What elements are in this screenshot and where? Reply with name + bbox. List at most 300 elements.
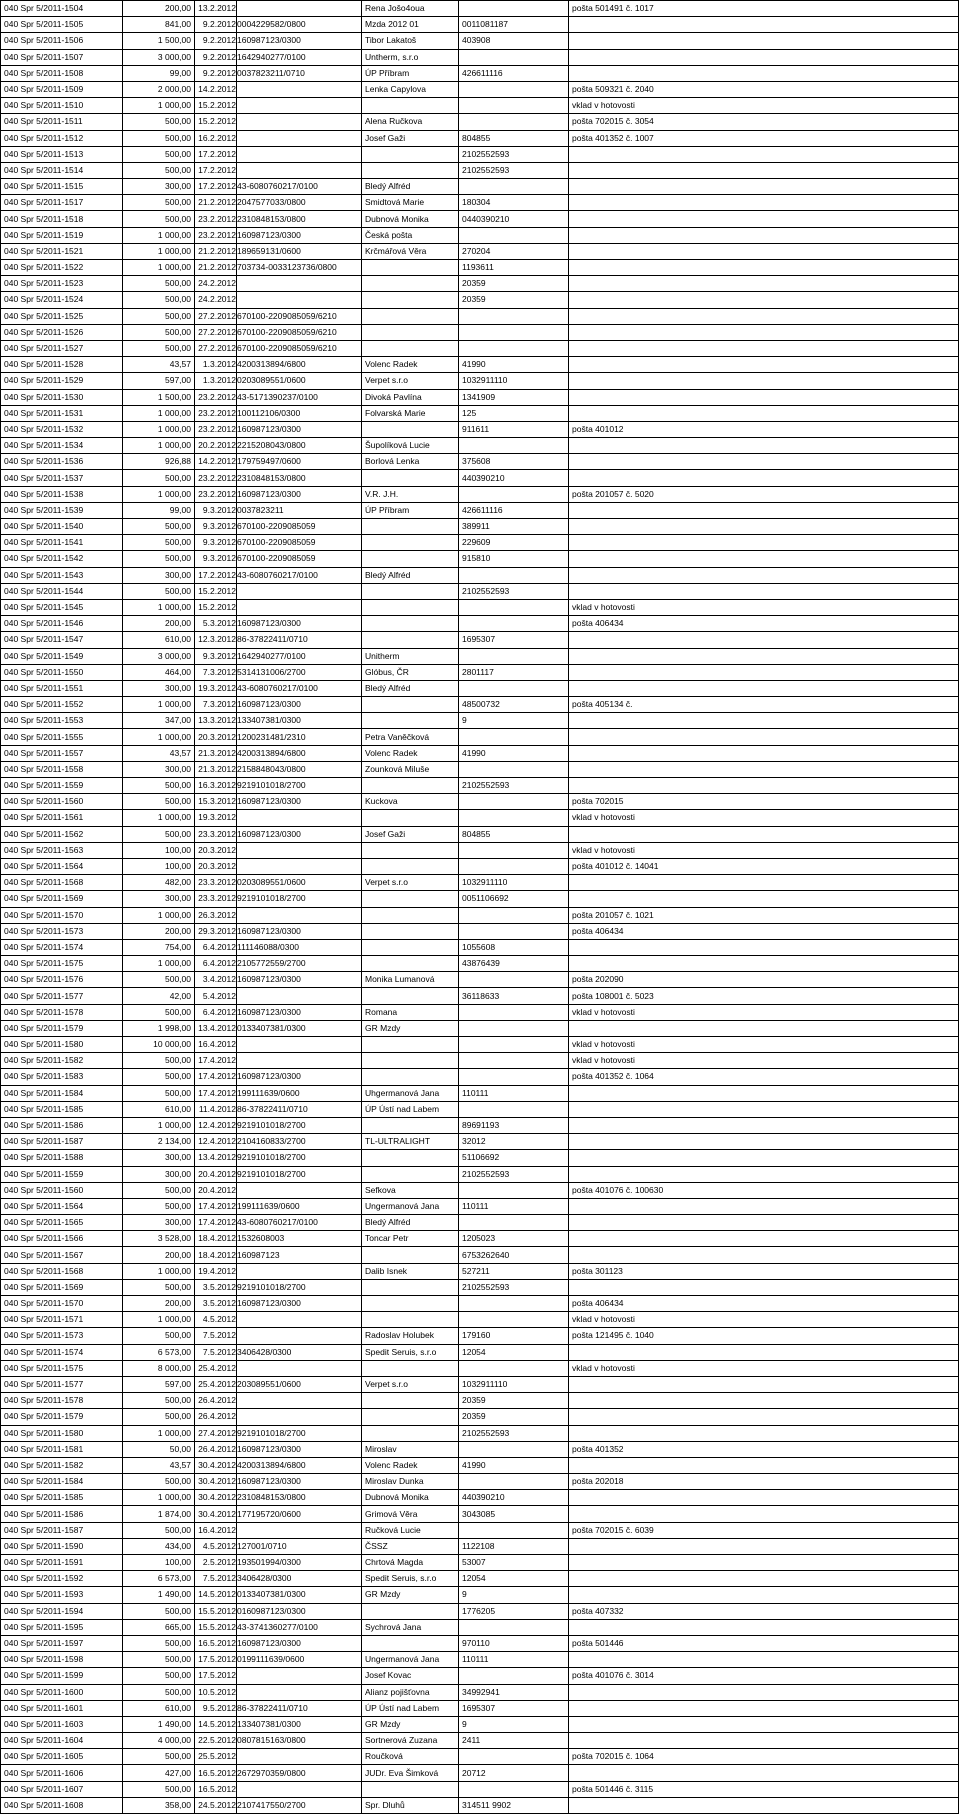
note-cell: pošta 401352 č. 1064 <box>569 1069 959 1085</box>
date-cell: 9.3.2012 <box>195 535 237 551</box>
reference-cell: 1032911110 <box>459 1376 569 1392</box>
account-cell: 160987123/0300 <box>237 616 362 632</box>
date-cell: 9.3.2012 <box>195 519 237 535</box>
account-cell: 3406428/0300 <box>237 1571 362 1587</box>
table-row <box>1 162 959 178</box>
reference-cell <box>459 438 569 454</box>
date-cell: 23.2.2012 <box>195 405 237 421</box>
note-cell: pošta 501491 č. 1017 <box>569 1 959 17</box>
name-cell: GR Mzdy <box>362 1587 459 1603</box>
amount-cell: 500,00 <box>123 130 195 146</box>
account-cell: 86-37822411/0710 <box>237 1700 362 1716</box>
date-cell: 9.3.2012 <box>195 551 237 567</box>
reference-cell: 34992941 <box>459 1684 569 1700</box>
date-cell: 20.4.2012 <box>195 1182 237 1198</box>
table-row <box>1 324 959 340</box>
name-cell: Ungermanová Jana <box>362 1198 459 1214</box>
reference-cell <box>459 810 569 826</box>
document-cell: 040 Spr 5/2011-1515 <box>1 179 123 195</box>
name-cell <box>362 1247 459 1263</box>
name-cell: Česká pošta <box>362 227 459 243</box>
account-cell: 9219101018/2700 <box>237 1117 362 1133</box>
table-row <box>1 49 959 65</box>
amount-cell: 500,00 <box>123 308 195 324</box>
account-cell: 670100-2209085059 <box>237 551 362 567</box>
amount-cell: 500,00 <box>123 1522 195 1538</box>
date-cell: 17.5.2012 <box>195 1652 237 1668</box>
reference-cell <box>459 794 569 810</box>
account-cell: 160987123/0300 <box>237 1069 362 1085</box>
note-cell <box>569 1733 959 1749</box>
name-cell: ČSSZ <box>362 1538 459 1554</box>
name-cell: Glóbus, ČR <box>362 664 459 680</box>
table-row <box>1 1101 959 1117</box>
amount-cell: 841,00 <box>123 17 195 33</box>
date-cell: 27.4.2012 <box>195 1425 237 1441</box>
document-cell: 040 Spr 5/2011-1527 <box>1 340 123 356</box>
name-cell: Volenc Radek <box>362 357 459 373</box>
note-cell: vklad v hotovosti <box>569 98 959 114</box>
amount-cell: 4 000,00 <box>123 1733 195 1749</box>
date-cell: 9.3.2012 <box>195 648 237 664</box>
table-row <box>1 98 959 114</box>
document-cell: 040 Spr 5/2011-1559 <box>1 778 123 794</box>
table-row <box>1 1263 959 1279</box>
table-row <box>1 1296 959 1312</box>
table-row <box>1 761 959 777</box>
name-cell: Radoslav Holubek <box>362 1328 459 1344</box>
name-cell: Miroslav Dunka <box>362 1474 459 1490</box>
note-cell <box>569 65 959 81</box>
table-row <box>1 551 959 567</box>
reference-cell: 20359 <box>459 1409 569 1425</box>
amount-cell: 3 000,00 <box>123 648 195 664</box>
reference-cell: 12054 <box>459 1344 569 1360</box>
table-row <box>1 1668 959 1684</box>
table-row <box>1 907 959 923</box>
note-cell: vklad v hotovosti <box>569 1312 959 1328</box>
reference-cell <box>459 1215 569 1231</box>
account-cell: 2310848153/0800 <box>237 470 362 486</box>
account-cell <box>237 810 362 826</box>
table-row <box>1 146 959 162</box>
table-row <box>1 1490 959 1506</box>
name-cell: Bledý Alfréd <box>362 1215 459 1231</box>
document-cell: 040 Spr 5/2011-1597 <box>1 1635 123 1651</box>
date-cell: 14.2.2012 <box>195 454 237 470</box>
reference-cell: 389911 <box>459 519 569 535</box>
reference-cell: 314511 9902 <box>459 1797 569 1813</box>
account-cell: 1532608003 <box>237 1231 362 1247</box>
account-cell: 670100-2209085059 <box>237 519 362 535</box>
date-cell: 15.3.2012 <box>195 794 237 810</box>
date-cell: 20.4.2012 <box>195 1166 237 1182</box>
name-cell: TL-ULTRALIGHT <box>362 1134 459 1150</box>
amount-cell: 6 573,00 <box>123 1344 195 1360</box>
account-cell: 43-6080760217/0100 <box>237 680 362 696</box>
document-cell: 040 Spr 5/2011-1575 <box>1 956 123 972</box>
name-cell: GR Mzdy <box>362 1716 459 1732</box>
name-cell: Dubnová Monika <box>362 211 459 227</box>
name-cell <box>362 988 459 1004</box>
table-row <box>1 1652 959 1668</box>
document-cell: 040 Spr 5/2011-1587 <box>1 1522 123 1538</box>
note-cell <box>569 260 959 276</box>
document-cell: 040 Spr 5/2011-1539 <box>1 502 123 518</box>
amount-cell: 42,00 <box>123 988 195 1004</box>
table-row <box>1 1684 959 1700</box>
account-cell: 160987123/0300 <box>237 421 362 437</box>
date-cell: 21.3.2012 <box>195 745 237 761</box>
amount-cell: 2 134,00 <box>123 1134 195 1150</box>
amount-cell: 500,00 <box>123 1652 195 1668</box>
name-cell <box>362 1603 459 1619</box>
name-cell: Josef Gaži <box>362 826 459 842</box>
note-cell <box>569 1393 959 1409</box>
note-cell <box>569 179 959 195</box>
amount-cell: 610,00 <box>123 1101 195 1117</box>
name-cell <box>362 324 459 340</box>
amount-cell: 610,00 <box>123 632 195 648</box>
reference-cell <box>459 599 569 615</box>
table-row <box>1 1506 959 1522</box>
document-cell: 040 Spr 5/2011-1507 <box>1 49 123 65</box>
table-row <box>1 65 959 81</box>
name-cell: Bledý Alfréd <box>362 680 459 696</box>
reference-cell <box>459 49 569 65</box>
date-cell: 16.4.2012 <box>195 1522 237 1538</box>
name-cell: Volenc Radek <box>362 745 459 761</box>
table-row <box>1 179 959 195</box>
reference-cell <box>459 761 569 777</box>
account-cell: 160987123/0300 <box>237 826 362 842</box>
document-cell: 040 Spr 5/2011-1538 <box>1 486 123 502</box>
note-cell <box>569 438 959 454</box>
account-cell: 86-37822411/0710 <box>237 632 362 648</box>
table-row <box>1 535 959 551</box>
account-cell: 0004229582/0800 <box>237 17 362 33</box>
note-cell <box>569 1765 959 1781</box>
name-cell: Smidtová Marie <box>362 195 459 211</box>
document-cell: 040 Spr 5/2011-1598 <box>1 1652 123 1668</box>
table-row <box>1 1538 959 1554</box>
reference-cell: 2102552593 <box>459 778 569 794</box>
reference-cell <box>459 1069 569 1085</box>
date-cell: 20.3.2012 <box>195 729 237 745</box>
document-cell: 040 Spr 5/2011-1564 <box>1 1198 123 1214</box>
document-cell: 040 Spr 5/2011-1600 <box>1 1684 123 1700</box>
reference-cell: 2102552593 <box>459 146 569 162</box>
date-cell: 5.4.2012 <box>195 988 237 1004</box>
document-cell: 040 Spr 5/2011-1608 <box>1 1797 123 1813</box>
note-cell <box>569 1797 959 1813</box>
document-cell: 040 Spr 5/2011-1523 <box>1 276 123 292</box>
reference-cell: 41990 <box>459 745 569 761</box>
note-cell <box>569 340 959 356</box>
table-row <box>1 972 959 988</box>
date-cell: 17.4.2012 <box>195 1198 237 1214</box>
account-cell <box>237 1522 362 1538</box>
amount-cell: 300,00 <box>123 891 195 907</box>
document-cell: 040 Spr 5/2011-1584 <box>1 1474 123 1490</box>
document-cell: 040 Spr 5/2011-1577 <box>1 1376 123 1392</box>
note-cell <box>569 1619 959 1635</box>
note-cell: vklad v hotovosti <box>569 1360 959 1376</box>
document-cell: 040 Spr 5/2011-1599 <box>1 1668 123 1684</box>
name-cell <box>362 907 459 923</box>
document-cell: 040 Spr 5/2011-1581 <box>1 1441 123 1457</box>
reference-cell: 270204 <box>459 243 569 259</box>
table-row <box>1 923 959 939</box>
table-row <box>1 1134 959 1150</box>
note-cell: pošta 401352 č. 1007 <box>569 130 959 146</box>
reference-cell: 3043085 <box>459 1506 569 1522</box>
date-cell: 24.2.2012 <box>195 276 237 292</box>
name-cell <box>362 1150 459 1166</box>
table-row <box>1 1441 959 1457</box>
amount-cell: 43,57 <box>123 357 195 373</box>
table-row <box>1 1619 959 1635</box>
table-row <box>1 583 959 599</box>
date-cell: 19.3.2012 <box>195 810 237 826</box>
reference-cell: 36118633 <box>459 988 569 1004</box>
name-cell <box>362 1312 459 1328</box>
account-cell: 4200313894/6800 <box>237 745 362 761</box>
table-row <box>1 421 959 437</box>
name-cell: Dubnová Monika <box>362 1490 459 1506</box>
date-cell: 14.2.2012 <box>195 81 237 97</box>
name-cell: Josef Kovac <box>362 1668 459 1684</box>
reference-cell <box>459 680 569 696</box>
document-cell: 040 Spr 5/2011-1605 <box>1 1749 123 1765</box>
reference-cell: 110111 <box>459 1085 569 1101</box>
name-cell: Spedit Seruis, s.r.o <box>362 1571 459 1587</box>
amount-cell: 1 000,00 <box>123 1490 195 1506</box>
document-cell: 040 Spr 5/2011-1549 <box>1 648 123 664</box>
document-cell: 040 Spr 5/2011-1595 <box>1 1619 123 1635</box>
reference-cell: 2102552593 <box>459 583 569 599</box>
note-cell: pošta 407332 <box>569 1603 959 1619</box>
table-row <box>1 599 959 615</box>
note-cell <box>569 583 959 599</box>
reference-cell: 41990 <box>459 357 569 373</box>
document-cell: 040 Spr 5/2011-1582 <box>1 1457 123 1473</box>
document-cell: 040 Spr 5/2011-1568 <box>1 1263 123 1279</box>
account-cell: 0203089551/0600 <box>237 373 362 389</box>
date-cell: 16.5.2012 <box>195 1635 237 1651</box>
note-cell <box>569 243 959 259</box>
note-cell <box>569 1134 959 1150</box>
note-cell <box>569 1376 959 1392</box>
amount-cell: 43,57 <box>123 1457 195 1473</box>
note-cell <box>569 1231 959 1247</box>
note-cell: pošta 702015 č. 1064 <box>569 1749 959 1765</box>
table-row <box>1 195 959 211</box>
amount-cell: 500,00 <box>123 1635 195 1651</box>
reference-cell: 915810 <box>459 551 569 567</box>
note-cell <box>569 1085 959 1101</box>
date-cell: 14.5.2012 <box>195 1587 237 1603</box>
document-cell: 040 Spr 5/2011-1569 <box>1 1279 123 1295</box>
reference-cell: 426611116 <box>459 65 569 81</box>
document-cell: 040 Spr 5/2011-1521 <box>1 243 123 259</box>
date-cell: 20.3.2012 <box>195 858 237 874</box>
note-cell: vklad v hotovosti <box>569 1053 959 1069</box>
date-cell: 27.2.2012 <box>195 324 237 340</box>
note-cell <box>569 1700 959 1716</box>
name-cell: Mzda 2012 01 <box>362 17 459 33</box>
table-row <box>1 1571 959 1587</box>
document-cell: 040 Spr 5/2011-1566 <box>1 1231 123 1247</box>
account-cell <box>237 98 362 114</box>
name-cell: Spedit Seruis, s.r.o <box>362 1344 459 1360</box>
date-cell: 17.2.2012 <box>195 162 237 178</box>
account-cell: 9219101018/2700 <box>237 1279 362 1295</box>
table-row <box>1 1215 959 1231</box>
account-cell: 2158848043/0800 <box>237 761 362 777</box>
account-cell <box>237 81 362 97</box>
amount-cell: 500,00 <box>123 583 195 599</box>
note-cell <box>569 648 959 664</box>
amount-cell: 500,00 <box>123 146 195 162</box>
date-cell: 23.3.2012 <box>195 826 237 842</box>
document-cell: 040 Spr 5/2011-1578 <box>1 1004 123 1020</box>
note-cell <box>569 1166 959 1182</box>
account-cell <box>237 130 362 146</box>
note-cell <box>569 276 959 292</box>
document-cell: 040 Spr 5/2011-1568 <box>1 875 123 891</box>
document-cell: 040 Spr 5/2011-1574 <box>1 939 123 955</box>
amount-cell: 300,00 <box>123 680 195 696</box>
table-row <box>1 1037 959 1053</box>
note-cell <box>569 308 959 324</box>
note-cell <box>569 664 959 680</box>
reference-cell <box>459 1020 569 1036</box>
amount-cell: 10 000,00 <box>123 1037 195 1053</box>
document-cell: 040 Spr 5/2011-1564 <box>1 858 123 874</box>
table-row <box>1 276 959 292</box>
amount-cell: 500,00 <box>123 1069 195 1085</box>
amount-cell: 597,00 <box>123 1376 195 1392</box>
account-cell: 9219101018/2700 <box>237 1425 362 1441</box>
note-cell <box>569 324 959 340</box>
reference-cell: 20359 <box>459 1393 569 1409</box>
note-cell: pošta 406434 <box>569 1296 959 1312</box>
document-cell: 040 Spr 5/2011-1557 <box>1 745 123 761</box>
note-cell <box>569 373 959 389</box>
table-row <box>1 956 959 972</box>
name-cell: Sychrová Jana <box>362 1619 459 1635</box>
note-cell <box>569 956 959 972</box>
date-cell: 27.2.2012 <box>195 308 237 324</box>
name-cell: Monika Lumanová <box>362 972 459 988</box>
table-row <box>1 1182 959 1198</box>
name-cell <box>362 260 459 276</box>
table-row <box>1 810 959 826</box>
account-cell <box>237 1684 362 1700</box>
account-cell <box>237 1393 362 1409</box>
date-cell: 12.4.2012 <box>195 1117 237 1133</box>
account-cell <box>237 162 362 178</box>
date-cell: 7.3.2012 <box>195 697 237 713</box>
account-cell: 3406428/0300 <box>237 1344 362 1360</box>
note-cell: pošta 702015 č. 3054 <box>569 114 959 130</box>
account-cell <box>237 1263 362 1279</box>
account-cell <box>237 599 362 615</box>
reference-cell: 110111 <box>459 1198 569 1214</box>
amount-cell: 300,00 <box>123 567 195 583</box>
account-cell: 2672970359/0800 <box>237 1765 362 1781</box>
document-cell: 040 Spr 5/2011-1505 <box>1 17 123 33</box>
note-cell <box>569 1490 959 1506</box>
note-cell <box>569 713 959 729</box>
reference-cell: 0051106692 <box>459 891 569 907</box>
reference-cell: 911611 <box>459 421 569 437</box>
table-row <box>1 875 959 891</box>
document-cell: 040 Spr 5/2011-1587 <box>1 1134 123 1150</box>
amount-cell: 200,00 <box>123 1247 195 1263</box>
date-cell: 25.5.2012 <box>195 1749 237 1765</box>
date-cell: 15.2.2012 <box>195 599 237 615</box>
amount-cell: 597,00 <box>123 373 195 389</box>
document-cell: 040 Spr 5/2011-1579 <box>1 1020 123 1036</box>
account-cell: 133407381/0300 <box>237 713 362 729</box>
name-cell: JUDr. Eva Šimková <box>362 1765 459 1781</box>
amount-cell: 500,00 <box>123 1409 195 1425</box>
table-row <box>1 1166 959 1182</box>
account-cell: 4200313894/6800 <box>237 357 362 373</box>
reference-cell <box>459 1004 569 1020</box>
amount-cell: 200,00 <box>123 923 195 939</box>
note-cell <box>569 357 959 373</box>
document-cell: 040 Spr 5/2011-1514 <box>1 162 123 178</box>
table-row <box>1 260 959 276</box>
name-cell <box>362 162 459 178</box>
document-cell: 040 Spr 5/2011-1560 <box>1 794 123 810</box>
account-cell: 160987123/0300 <box>237 972 362 988</box>
account-cell: 160987123/0300 <box>237 1296 362 1312</box>
account-cell: 127001/0710 <box>237 1538 362 1554</box>
date-cell: 3.5.2012 <box>195 1279 237 1295</box>
table-row <box>1 567 959 583</box>
account-cell: 160987123/0300 <box>237 1635 362 1651</box>
document-cell: 040 Spr 5/2011-1573 <box>1 923 123 939</box>
name-cell <box>362 713 459 729</box>
note-cell: pošta 108001 č. 5023 <box>569 988 959 1004</box>
amount-cell: 754,00 <box>123 939 195 955</box>
document-cell: 040 Spr 5/2011-1573 <box>1 1328 123 1344</box>
account-cell: 133407381/0300 <box>237 1716 362 1732</box>
date-cell: 17.2.2012 <box>195 179 237 195</box>
table-row <box>1 1279 959 1295</box>
note-cell <box>569 1247 959 1263</box>
date-cell: 23.3.2012 <box>195 875 237 891</box>
table-row <box>1 1781 959 1797</box>
name-cell: Romana <box>362 1004 459 1020</box>
amount-cell: 3 528,00 <box>123 1231 195 1247</box>
reference-cell <box>459 923 569 939</box>
name-cell <box>362 1360 459 1376</box>
name-cell <box>362 1166 459 1182</box>
account-cell: 0160987123/0300 <box>237 1603 362 1619</box>
name-cell: Toncar Petr <box>362 1231 459 1247</box>
amount-cell: 1 000,00 <box>123 907 195 923</box>
document-cell: 040 Spr 5/2011-1511 <box>1 114 123 130</box>
date-cell: 26.4.2012 <box>195 1441 237 1457</box>
name-cell: ÚP Ústí nad Labem <box>362 1700 459 1716</box>
amount-cell: 500,00 <box>123 794 195 810</box>
date-cell: 17.4.2012 <box>195 1085 237 1101</box>
